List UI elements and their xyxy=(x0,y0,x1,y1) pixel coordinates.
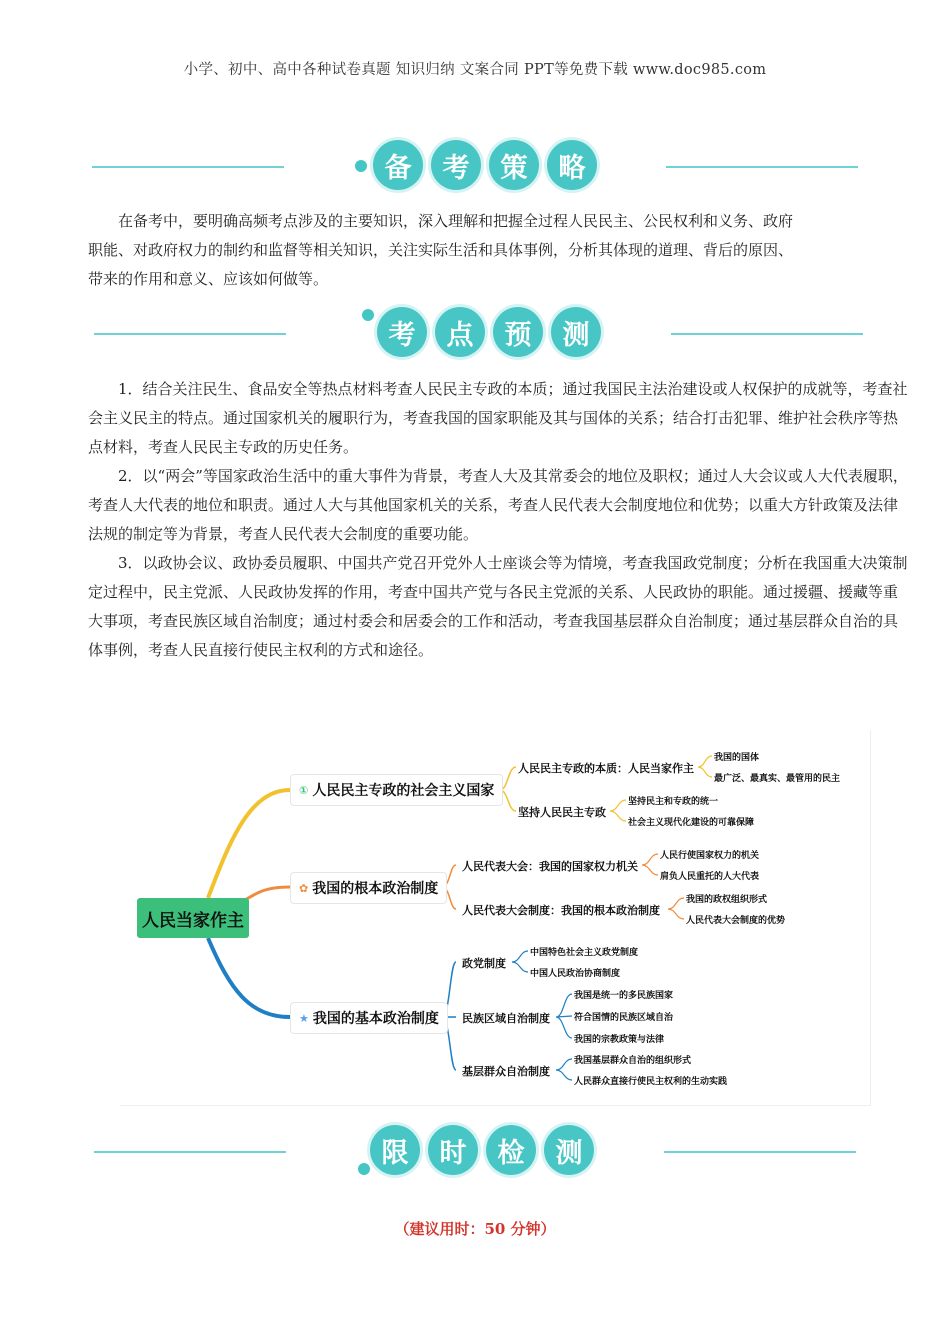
title-char: 时 xyxy=(428,1125,478,1175)
predict-item: 2．以“两会”等国家政治生活中的重大事件为背景，考查人大及其常委会的地位及职权；通过人大会议或人大代表履职，考查人大代表的地位和职责。通过人大与其他国家机关的关系，考查人民代表大会制度地位和优势；以重大方针政策及法律法规的制定等为背景，考查人民代表大会制度的重要功能。 xyxy=(88,467,908,543)
branch-label: 我国的基本政治制度 xyxy=(312,1011,439,1027)
mind-map-leaf: 社会主义现代化建设的可靠保障 xyxy=(628,818,755,828)
title-char: 预 xyxy=(493,307,543,357)
divider-left xyxy=(94,1151,286,1153)
mind-map xyxy=(120,730,871,1106)
divider-right xyxy=(664,1151,856,1153)
branch-line-2 xyxy=(242,887,290,902)
section-title-predict xyxy=(0,305,950,365)
mind-map-leaf: 人民行使国家权力的机关 xyxy=(660,851,760,861)
mind-map-node: 基层群众自治制度 xyxy=(462,1065,550,1078)
mind-map-leaf: 我国是统一的多民族国家 xyxy=(574,991,674,1001)
title-dot xyxy=(358,1163,370,1175)
time-hint: （建议用时：50 分钟） xyxy=(394,1220,556,1238)
strategy-paragraph xyxy=(88,207,800,294)
mind-map-node: 坚持人民民主专政 xyxy=(518,806,606,819)
mind-map-branch xyxy=(290,872,447,904)
mind-map-leaf: 中国特色社会主义政党制度 xyxy=(530,948,639,958)
title-dot xyxy=(355,160,367,172)
title-char: 限 xyxy=(370,1125,420,1175)
mind-map-node: 人民民主专政的本质：人民当家作主 xyxy=(518,762,694,775)
divider-right xyxy=(671,333,863,335)
section-title-strategy xyxy=(0,138,950,198)
mind-map-branch xyxy=(290,774,503,806)
strategy-text: 在备考中，要明确高频考点涉及的主要知识，深入理解和把握全过程人民民主、公民权利和义务、政府职能、对政府权力的制约和监督等相关知识，关注实际生活和具体事例，分析其体现的道理、背后的原因、带来的作用和意义、应该如何做等。 xyxy=(88,212,794,288)
predict-item: 1．结合关注民生、食品安全等热点材料考查人民民主专政的本质；通过我国民主法治建设或人权保护的成就等，考查社会主义民主的特点。通过国家机关的履职行为，考查我国的国家职能及其与国体的关系；结合打击犯罪、维护社会秩序等热点材料，考查人民民主专政的历史任务。 xyxy=(88,380,908,456)
mind-map-leaf: 我国的国体 xyxy=(714,753,760,763)
branch-label: 人民民主专政的社会主义国家 xyxy=(312,783,495,799)
mind-map-leaf: 最广泛、最真实、最管用的民主 xyxy=(714,774,841,784)
mind-map-leaf: 我国基层群众自治的组织形式 xyxy=(574,1056,692,1066)
branch-line-1 xyxy=(208,790,290,898)
mind-map-leaf: 我国的宗教政策与法律 xyxy=(574,1035,665,1045)
title-char: 考 xyxy=(377,307,427,357)
mind-map-leaf: 人民代表大会制度的优势 xyxy=(686,916,786,926)
mind-map-leaf: 坚持民主和专政的统一 xyxy=(628,797,719,807)
mind-map-leaf: 中国人民政治协商制度 xyxy=(530,969,621,979)
mind-map-leaf: 人民群众直接行使民主权利的生动实践 xyxy=(574,1077,728,1087)
title-char: 策 xyxy=(489,140,539,190)
branch-label: 我国的根本政治制度 xyxy=(312,881,439,897)
mind-map-branch xyxy=(290,1002,448,1034)
divider-right xyxy=(666,166,858,168)
title-dot xyxy=(362,309,374,321)
mind-map-root: 人民当家作主 xyxy=(137,898,249,938)
mind-map-node: 人民代表大会：我国的国家权力机关 xyxy=(462,860,638,873)
title-char: 备 xyxy=(373,140,423,190)
title-char: 检 xyxy=(486,1125,536,1175)
mind-map-node: 民族区域自治制度 xyxy=(462,1012,550,1025)
site-header: 小学、初中、高中各种试卷真题 知识归纳 文案合同 PPT等免费下载 www.doc985.com xyxy=(183,62,767,78)
mind-map-leaf: 我国的政权组织形式 xyxy=(686,895,768,905)
predict-paragraphs xyxy=(88,375,910,665)
predict-item: 3．以政协会议、政协委员履职、中国共产党召开党外人士座谈会等为情境，考查我国政党制度；分析在我国重大决策制定过程中，民主党派、人民政协发挥的作用，考查中国共产党与各民主党派的关系、人民政协的职能。通过援疆、援藏等重大事项，考查民族区域自治制度；通过村委会和居委会的工作和活动，考查我国基层群众自治制度；通过基层群众自治的具体事例，考查人民直接行使民主权利的方式和途径。 xyxy=(88,554,908,659)
star-icon: ★ xyxy=(299,1011,309,1025)
number-one-icon: ① xyxy=(299,783,309,797)
gear-icon: ✿ xyxy=(299,881,309,895)
mind-map-node: 政党制度 xyxy=(462,957,506,970)
title-char: 点 xyxy=(435,307,485,357)
divider-left xyxy=(94,333,286,335)
title-char: 考 xyxy=(431,140,481,190)
section-title-test xyxy=(0,1123,950,1183)
divider-left xyxy=(92,166,284,168)
mind-map-node: 人民代表大会制度：我国的根本政治制度 xyxy=(462,904,660,917)
title-char: 略 xyxy=(547,140,597,190)
mind-map-leaf: 肩负人民重托的人大代表 xyxy=(660,872,760,882)
mind-map-leaf: 符合国情的民族区域自治 xyxy=(574,1013,674,1023)
title-char: 测 xyxy=(551,307,601,357)
title-char: 测 xyxy=(544,1125,594,1175)
branch-line-3 xyxy=(208,938,290,1017)
